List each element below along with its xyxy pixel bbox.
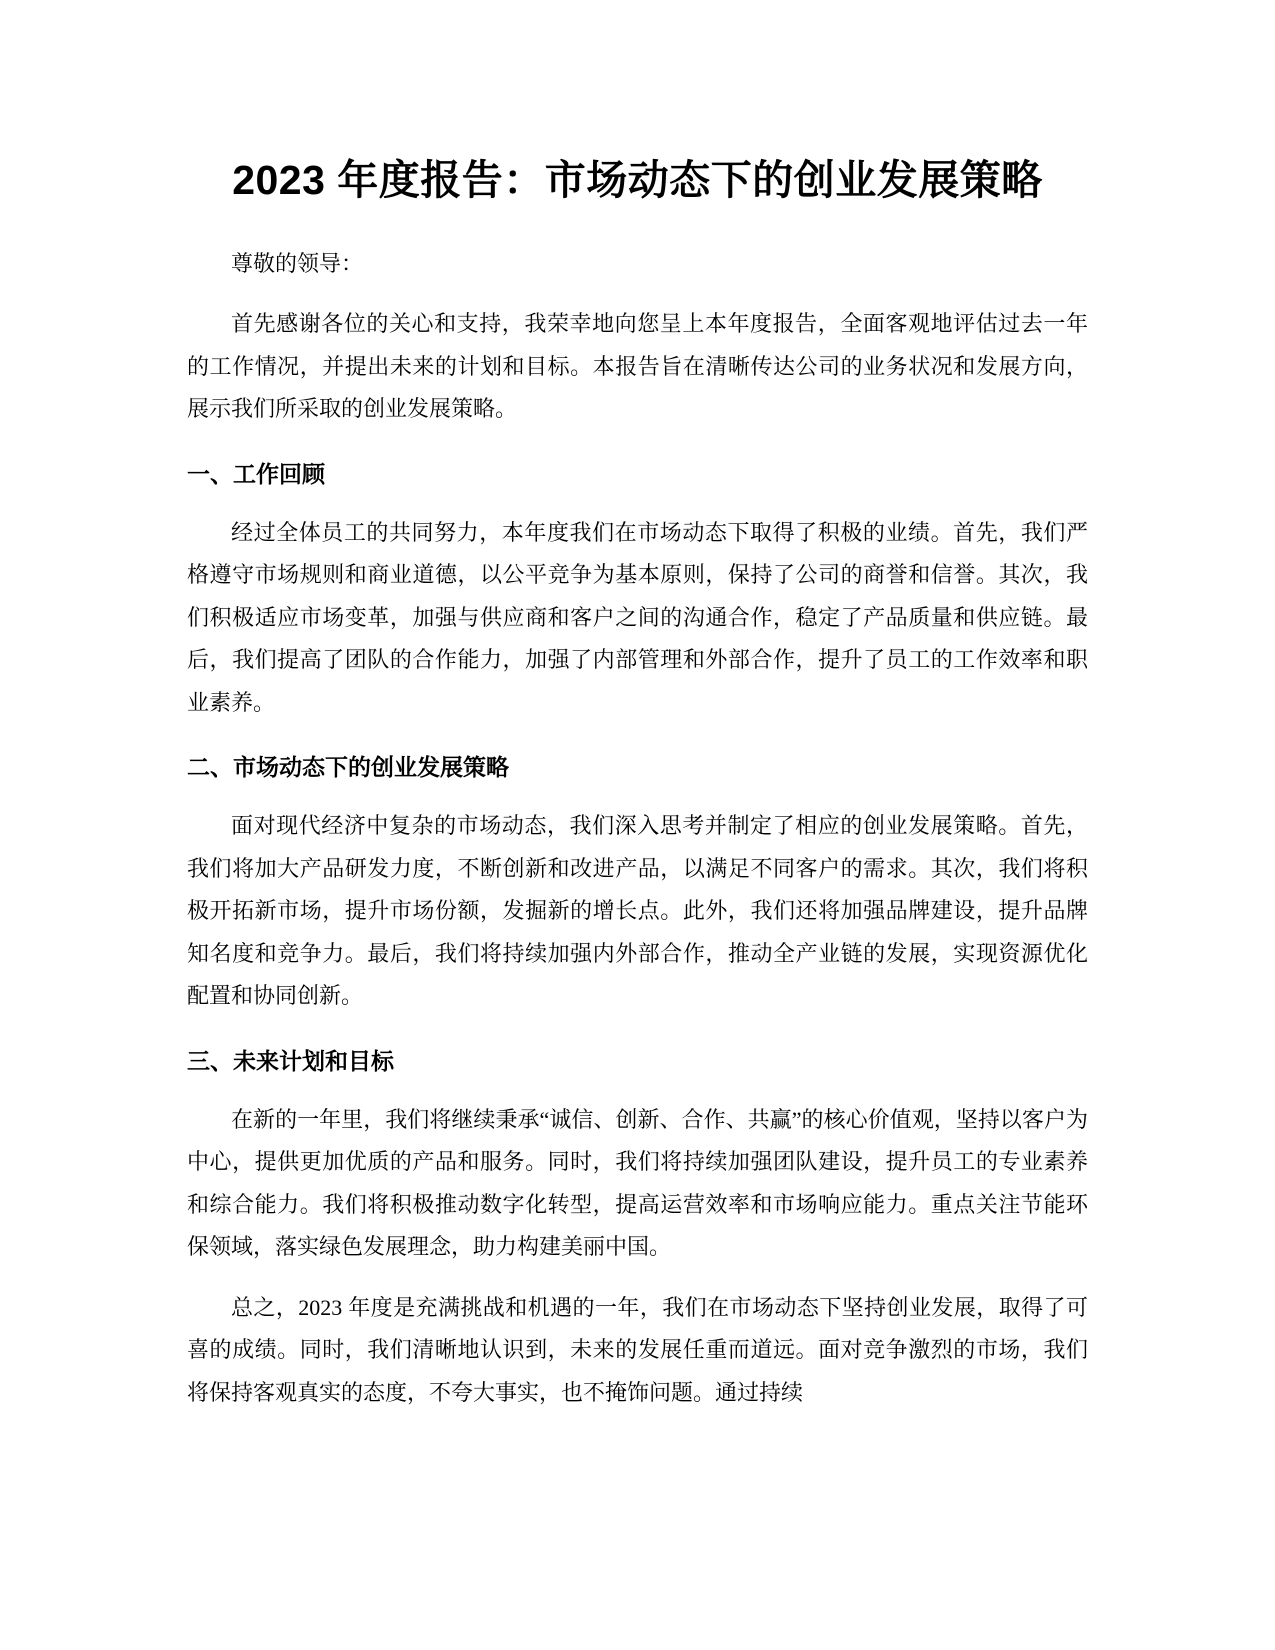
- section-paragraph-future-plans: 在新的一年里，我们将继续秉承“诚信、创新、合作、共赢”的核心价值观，坚持以客户为中心，提供更加优质的产品和服务。同时，我们将持续加强团队建设，提升员工的专业素养和综合能力。我们将积极推动数字化转型，提高运营效率和市场响应能力。重点关注节能环保领域，落实绿色发展理念，助力构建美丽中国。: [187, 1106, 1088, 1259]
- section-paragraph-work-review: 经过全体员工的共同努力，本年度我们在市场动态下取得了积极的业绩。首先，我们严格遵守市场规则和商业道德，以公平竞争为基本原则，保持了公司的商誉和信誉。其次，我们积极适应市场变革，加强与供应商和客户之间的沟通合作，稳定了产品质量和供应链。最后，我们提高了团队的合作能力，加强了内部管理和外部合作，提升了员工的工作效率和职业素养。: [187, 519, 1088, 715]
- section-heading-strategy: 二、市场动态下的创业发展策略: [187, 754, 509, 780]
- salutation: 尊敬的领导：: [231, 251, 364, 276]
- intro-paragraph: 首先感谢各位的关心和支持，我荣幸地向您呈上本年度报告，全面客观地评估过去一年的工作情况，并提出未来的计划和目标。本报告旨在清晰传达公司的业务状况和发展方向，展示我们所采取的创业发展策略。: [187, 311, 1088, 421]
- conclusion-paragraph: 总之，2023 年度是充满挑战和机遇的一年，我们在市场动态下坚持创业发展，取得了可喜的成绩。同时，我们清晰地认识到，未来的发展任重而道远。面对竞争激烈的市场，我们将保持客观真实的态度，不夸大事实，也不掩饰问题。通过持续: [187, 1294, 1088, 1405]
- section-heading-work-review: 一、工作回顾: [187, 460, 325, 487]
- section-paragraph-strategy: 面对现代经济中复杂的市场动态，我们深入思考并制定了相应的创业发展策略。首先，我们将加大产品研发力度，不断创新和改进产品，以满足不同客户的需求。其次，我们将积极开拓新市场，提升市场份额，发掘新的增长点。此外，我们还将加强品牌建设，提升品牌知名度和竞争力。最后，我们将持续加强内外部合作，推动全产业链的发展，实现资源优化配置和协同创新。: [187, 813, 1088, 1008]
- document-title: 2023 年度报告：市场动态下的创业发展策略: [232, 157, 1043, 203]
- document-body: [187, 148, 1088, 1414]
- section-heading-future-plans: 三、未来计划和目标: [187, 1047, 394, 1074]
